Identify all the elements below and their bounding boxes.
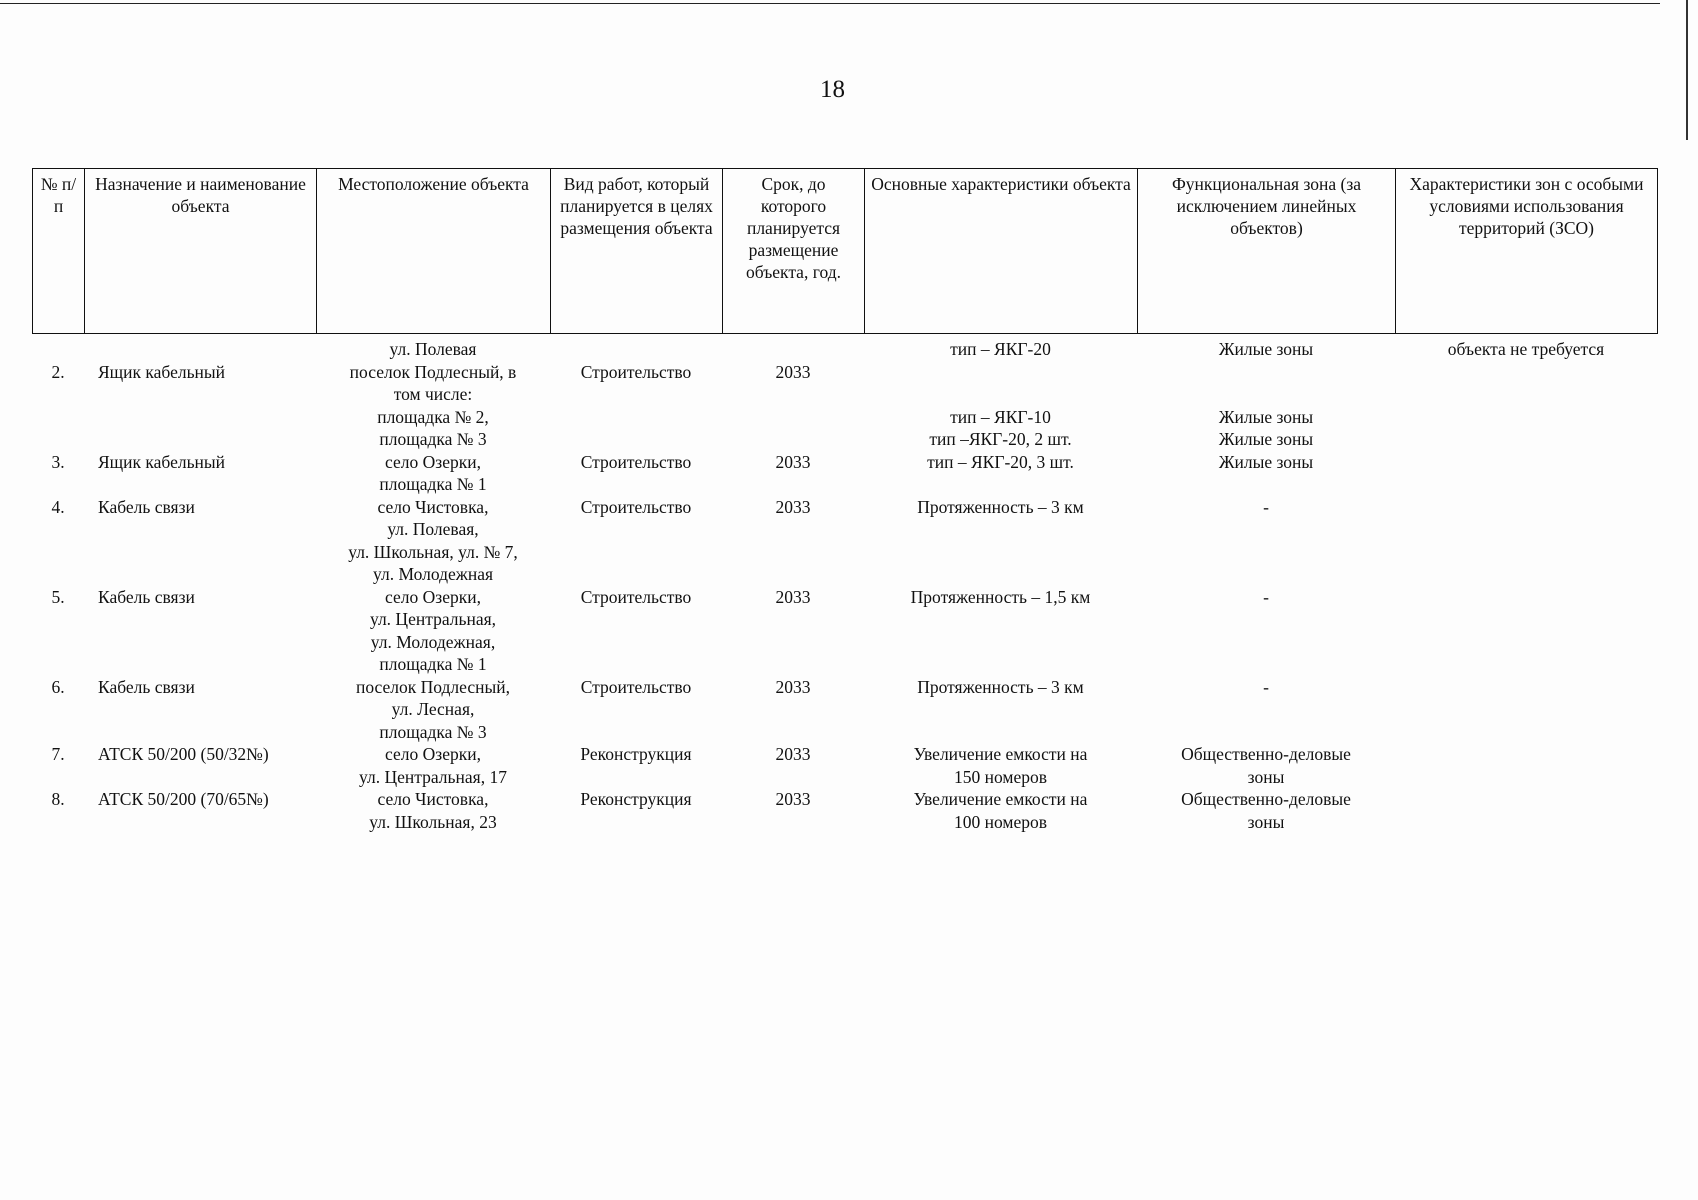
- object-characteristics-line: Увеличение емкости на: [913, 789, 1088, 809]
- row-number-line: 5.: [51, 586, 65, 607]
- row-number-line: [32, 338, 84, 361]
- zso-characteristics: [1395, 451, 1657, 496]
- object-location-line: село Чистовка,: [377, 789, 489, 809]
- functional-zone-line: Общественно-деловые: [1181, 789, 1351, 809]
- row-number: [32, 496, 84, 586]
- object-name-line: Ящик кабельный: [98, 451, 226, 472]
- object-location-line: ул. Молодежная: [372, 564, 494, 584]
- row-number: [32, 451, 84, 496]
- header-characteristics: Основные характеристики объекта: [865, 169, 1138, 334]
- functional-zone: [1137, 676, 1395, 744]
- functional-zone-line: Жилые зоны: [1218, 406, 1314, 427]
- row-number: [32, 586, 84, 676]
- row-number-line: 2.: [51, 361, 65, 382]
- object-characteristics-line: тип –ЯКГ-20, 2 шт.: [929, 429, 1072, 449]
- work-type-line: Строительство: [580, 496, 692, 517]
- object-location-line: ул. Школьная, ул. № 7,: [348, 541, 518, 562]
- row-number-line: 3.: [51, 451, 65, 472]
- object-name: [84, 451, 316, 496]
- deadline-year-line: 2033: [775, 676, 811, 697]
- object-name-line: Ящик кабельный: [98, 361, 226, 382]
- work-type-line: Строительство: [580, 676, 692, 697]
- work-type-line: [550, 338, 722, 361]
- object-location: [316, 338, 550, 361]
- header-work-type: Вид работ, который планируется в целях размещения объекта: [551, 169, 723, 334]
- object-characteristics: [864, 788, 1137, 833]
- functional-zone-line: -: [1263, 496, 1269, 517]
- object-name-line: Кабель связи: [98, 676, 195, 697]
- deadline-year-line: 2033: [775, 361, 811, 382]
- object-location-line: площадка № 1: [379, 654, 487, 674]
- work-type: [550, 743, 722, 788]
- object-characteristics: [864, 496, 1137, 586]
- zso-characteristics: [1395, 361, 1657, 451]
- header-deadline: Срок, до которого планируется размещение объекта, год.: [723, 169, 865, 334]
- deadline-year: [722, 743, 864, 788]
- row-number: [32, 361, 84, 451]
- row-number: [32, 788, 84, 833]
- table-row: [32, 451, 1657, 496]
- functional-zone-line: [1137, 383, 1395, 406]
- work-type-line: Реконструкция: [580, 744, 692, 764]
- functional-zone: [1137, 743, 1395, 788]
- object-name: [84, 338, 316, 361]
- header-functional-zone: Функциональная зона (за исключением линейных объектов): [1138, 169, 1396, 334]
- work-type: [550, 451, 722, 496]
- header-number: № п/п: [33, 169, 85, 334]
- deadline-year-line: 2033: [775, 451, 811, 472]
- functional-zone: [1137, 496, 1395, 586]
- work-type: [550, 586, 722, 676]
- table-row: [32, 676, 1657, 744]
- object-location-line: площадка № 3: [379, 721, 487, 742]
- object-characteristics-line: тип – ЯКГ-10: [950, 406, 1051, 427]
- table-header: [32, 168, 1658, 334]
- functional-zone-line: -: [1263, 586, 1269, 607]
- object-location-line: ул. Центральная, 17: [359, 766, 507, 787]
- object-characteristics-line: [864, 361, 1137, 384]
- work-type: [550, 338, 722, 361]
- object-characteristics-line: тип – ЯКГ-20: [950, 339, 1051, 359]
- work-type-line: Реконструкция: [580, 789, 692, 809]
- object-characteristics: [864, 338, 1137, 361]
- object-location-line: село Озерки,: [385, 586, 481, 607]
- object-location-line: ул. Центральная,: [369, 609, 497, 629]
- object-characteristics-line: тип – ЯКГ-20, 3 шт.: [927, 451, 1074, 472]
- object-name-line: [98, 338, 316, 361]
- object-name: [84, 586, 316, 676]
- deadline-year-line: 2033: [775, 496, 811, 517]
- functional-zone-line: -: [1263, 676, 1269, 697]
- object-name-line: Кабель связи: [98, 496, 195, 517]
- object-characteristics-line: Протяженность – 3 км: [917, 676, 1084, 697]
- functional-zone: [1137, 586, 1395, 676]
- object-name: [84, 788, 316, 833]
- object-location-line: поселок Подлесный,: [355, 676, 510, 697]
- object-characteristics: [864, 743, 1137, 788]
- deadline-year: [722, 361, 864, 451]
- object-location-line: ул. Полевая,: [387, 519, 479, 539]
- object-location: [316, 743, 550, 788]
- page-edge-line: [1686, 0, 1688, 140]
- object-location-line: село Чистовка,: [377, 496, 489, 517]
- object-location-line: площадка № 3: [379, 429, 487, 449]
- row-number-line: 4.: [51, 496, 65, 517]
- work-type-line: Строительство: [580, 361, 692, 382]
- deadline-year-line: 2033: [775, 744, 811, 764]
- row-number: [32, 338, 84, 361]
- object-location-line: площадка № 2,: [377, 406, 489, 427]
- functional-zone: [1137, 338, 1395, 361]
- table-row: [32, 586, 1657, 676]
- functional-zone-line: Жилые зоны: [1218, 451, 1314, 472]
- row-number-line: 7.: [51, 744, 65, 764]
- functional-zone: [1137, 361, 1395, 451]
- deadline-year: [722, 451, 864, 496]
- row-number: [32, 676, 84, 744]
- object-characteristics-line: Протяженность – 1,5 км: [910, 586, 1091, 607]
- object-name: [84, 676, 316, 744]
- object-location-line: поселок Подлесный, в: [349, 361, 517, 382]
- object-characteristics-line: 100 номеров: [953, 811, 1047, 832]
- work-type-line: Строительство: [580, 451, 692, 472]
- object-name: [84, 496, 316, 586]
- object-name-line: АТСК 50/200 (70/65№): [98, 789, 269, 809]
- object-location: [316, 586, 550, 676]
- object-name: [84, 743, 316, 788]
- object-characteristics-line: Увеличение емкости на: [913, 744, 1088, 764]
- deadline-year-line: 2033: [775, 789, 811, 809]
- table-row: [32, 361, 1657, 451]
- functional-zone-line: зоны: [1247, 766, 1285, 787]
- page-number: 18: [820, 76, 845, 103]
- zso-characteristics: [1395, 743, 1657, 788]
- object-location-line: площадка № 1: [379, 474, 487, 494]
- row-number-line: 6.: [51, 676, 65, 697]
- object-location-line: ул. Молодежная,: [370, 631, 496, 652]
- functional-zone-line: Жилые зоны: [1218, 429, 1314, 449]
- zso-characteristics-line: объекта не требуется: [1447, 339, 1605, 359]
- functional-zone: [1137, 788, 1395, 833]
- deadline-year: [722, 586, 864, 676]
- object-location: [316, 361, 550, 451]
- deadline-year: [722, 676, 864, 744]
- row-number-line: 8.: [51, 789, 65, 809]
- object-location-line: ул. Школьная, 23: [369, 811, 497, 832]
- deadline-year-line: [722, 338, 864, 361]
- zso-characteristics: [1395, 586, 1657, 676]
- deadline-year-line: 2033: [775, 586, 811, 607]
- object-characteristics: [864, 676, 1137, 744]
- deadline-year: [722, 338, 864, 361]
- top-border-line: [0, 3, 1660, 4]
- zso-characteristics: [1395, 676, 1657, 744]
- object-location-line: том числе:: [393, 384, 473, 404]
- object-name-line: Кабель связи: [98, 586, 195, 607]
- object-location-line: ул. Полевая: [389, 339, 477, 359]
- object-characteristics-line: [864, 383, 1137, 406]
- functional-zone-line: [1137, 361, 1395, 384]
- table-row: [32, 338, 1657, 361]
- object-location: [316, 496, 550, 586]
- object-name: [84, 361, 316, 451]
- table-row: [32, 743, 1657, 788]
- object-location: [316, 788, 550, 833]
- object-characteristics: [864, 586, 1137, 676]
- object-name-line: АТСК 50/200 (50/32№): [98, 744, 269, 764]
- zso-characteristics: [1395, 788, 1657, 833]
- table-row: [32, 788, 1657, 833]
- object-location-line: село Озерки,: [385, 451, 481, 472]
- table-row: [32, 496, 1657, 586]
- deadline-year: [722, 496, 864, 586]
- zso-characteristics: [1395, 496, 1657, 586]
- object-characteristics-line: 150 номеров: [953, 766, 1047, 787]
- functional-zone-line: Общественно-деловые: [1181, 744, 1351, 764]
- work-type: [550, 496, 722, 586]
- table-body: [32, 338, 1657, 833]
- work-type: [550, 788, 722, 833]
- row-number: [32, 743, 84, 788]
- header-zso: Характеристики зон с особыми условиями использования территорий (ЗСО): [1396, 169, 1658, 334]
- header-name: Назначение и наименование объекта: [85, 169, 317, 334]
- object-location-line: ул. Лесная,: [391, 699, 475, 719]
- object-location: [316, 451, 550, 496]
- functional-zone-line: зоны: [1247, 811, 1285, 832]
- work-type: [550, 361, 722, 451]
- object-characteristics: [864, 361, 1137, 451]
- deadline-year: [722, 788, 864, 833]
- object-location-line: село Озерки,: [385, 744, 481, 764]
- object-characteristics-line: Протяженность – 3 км: [917, 496, 1084, 517]
- work-type-line: Строительство: [580, 586, 692, 607]
- functional-zone: [1137, 451, 1395, 496]
- zso-characteristics: [1395, 338, 1657, 361]
- functional-zone-line: Жилые зоны: [1218, 339, 1314, 359]
- object-location: [316, 676, 550, 744]
- header-location: Местоположение объекта: [317, 169, 551, 334]
- work-type: [550, 676, 722, 744]
- object-characteristics: [864, 451, 1137, 496]
